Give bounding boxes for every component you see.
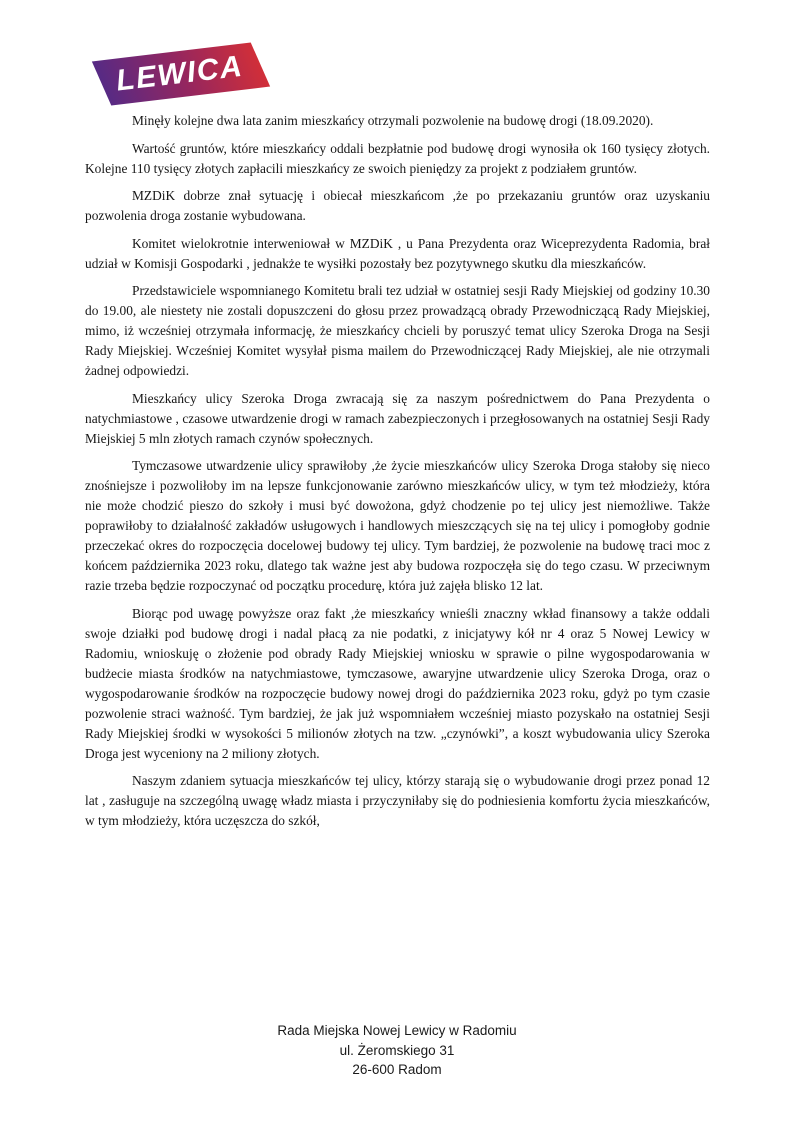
lewica-logo-text: LEWICA: [114, 49, 245, 98]
paragraph: MZDiK dobrze znał sytuację i obiecał mieszkańcom ,że po przekazaniu gruntów oraz uzyskaniu pozwolenia droga zostanie wybudowana.: [85, 188, 710, 223]
paragraph: Minęły kolejne dwa lata zanim mieszkańcy otrzymali pozwolenie na budowę drogi (18.09.2020).: [132, 113, 654, 128]
paragraph: Biorąc pod uwagę powyższe oraz fakt ,że mieszkańcy wnieśli znaczny wkład finansowy a także oddali swoje działki pod budowę drogi i nadal płacą za nie podatki, z inicjatywy kół nr 4 oraz 5 Nowej Lewicy w Radomiu, wnioskuję o złożenie pod obrady Rady Miejskiej wniosku w sprawie o pilne wygospodarowania w budżecie miasta środków na natychmiastowe, tymczasowe, awaryjne utwardzenie ulicy Szeroka Droga, oraz o wygospodarowanie środków na rozpoczęcie budowy nowej drogi do października 2023 roku, gdyż po tym czasie pozwolenie straci ważność. Tym bardziej, że jak już wspomniałem wcześniej miasto pozyskało na ostatniej Sesji Rady Miejskiej środki w wysokości 5 milionów złotych na tzw. „czynówki”, a koszt wybudowania ulicy Szeroka Droga jest wyceniony na 2 miliony złotych.: [85, 605, 710, 761]
paragraph: Mieszkańcy ulicy Szeroka Droga zwracają się za naszym pośrednictwem do Pana Prezydenta o natychmiastowe , czasowe utwardzenie drogi w ramach zabezpieczonych i przegłosowanych na ostatniej Sesji Rady Miejskiej 5 mln złotych ramach czynów społecznych.: [85, 390, 710, 446]
paragraph: Wartość gruntów, które mieszkańcy oddali bezpłatnie pod budowę drogi wynosiła ok 160 tysięcy złotych. Kolejne 110 tysięcy złotych zapłacili mieszkańcy ze swoich pieniędzy za projekt z podziałem gruntów.: [85, 140, 710, 176]
footer-street: ul. Żeromskiego 31: [339, 1042, 455, 1058]
paragraph: Tymczasowe utwardzenie ulicy sprawiłoby ,że życie mieszkańców ulicy Szeroka Droga stałoby się nieco znośniejsze i pozwoliłoby im na lepsze funkcjonowanie zarówno mieszkańców ulicy, w tym też młodzieży, która nie może chodzić pieszo do szkoły i musi być dowożona, gdyż chodzenie po tej ulicy jest niemożliwe. Także poprawiłoby to działalność zakładów usługowych i handlowych mieszczących się na tej ulicy i pomogłoby godnie przeczekać okres do rozpoczęcia docelowej budowy tej ulicy. Tym bardziej, że pozwolenie na budowę traci moc z końcem października 2023 roku, dlatego tak ważne jest aby budowa rozpoczęła się do tego czasu. W przeciwnym razie trzeba będzie rozpoczynać od początku procedurę, która już zajęła blisko 12 lat.: [85, 458, 710, 593]
lewica-logo: [92, 43, 270, 106]
footer-organization: Rada Miejska Nowej Lewicy w Radomiu: [277, 1023, 517, 1038]
letter-body: [85, 111, 710, 839]
footer-city: 26-600 Radom: [352, 1062, 442, 1077]
paragraph: Komitet wielokrotnie interweniował w MZDiK , u Pana Prezydenta oraz Wiceprezydenta Radomia, brał udział w Komisji Gospodarki , jednakże te wysiłki pozostały bez pozytywnego skutku dla mieszkańców.: [85, 235, 710, 271]
paragraph: Przedstawiciele wspomnianego Komitetu brali tez udział w ostatniej sesji Rady Miejskiej od godziny 10.30 do 19.00, ale niestety nie zostali dopuszczeni do głosu przez prowadzącą obrady Przewodniczącą Rady Miejskiej, mimo, iż wcześniej otrzymała informację, że mieszkańcy chcieli by poruszyć temat ulicy Szeroka Droga na Sesji Rady Miejskiej. Wcześniej Komitet wysyłał pisma mailem do Przewodniczącej Rady Miejskiej, ale nie otrzymali żadnej odpowiedzi.: [85, 283, 710, 378]
footer-address-block: [0, 1021, 794, 1080]
paragraph: Naszym zdaniem sytuacja mieszkańców tej ulicy, którzy starają się o wybudowanie drogi przez ponad 12 lat , zasługuje na szczególną uwagę władz miasta i przyczyniłaby się do podniesienia komfortu życia mieszkańców, w tym młodzieży, która uczęszcza do szkół,: [85, 773, 710, 828]
